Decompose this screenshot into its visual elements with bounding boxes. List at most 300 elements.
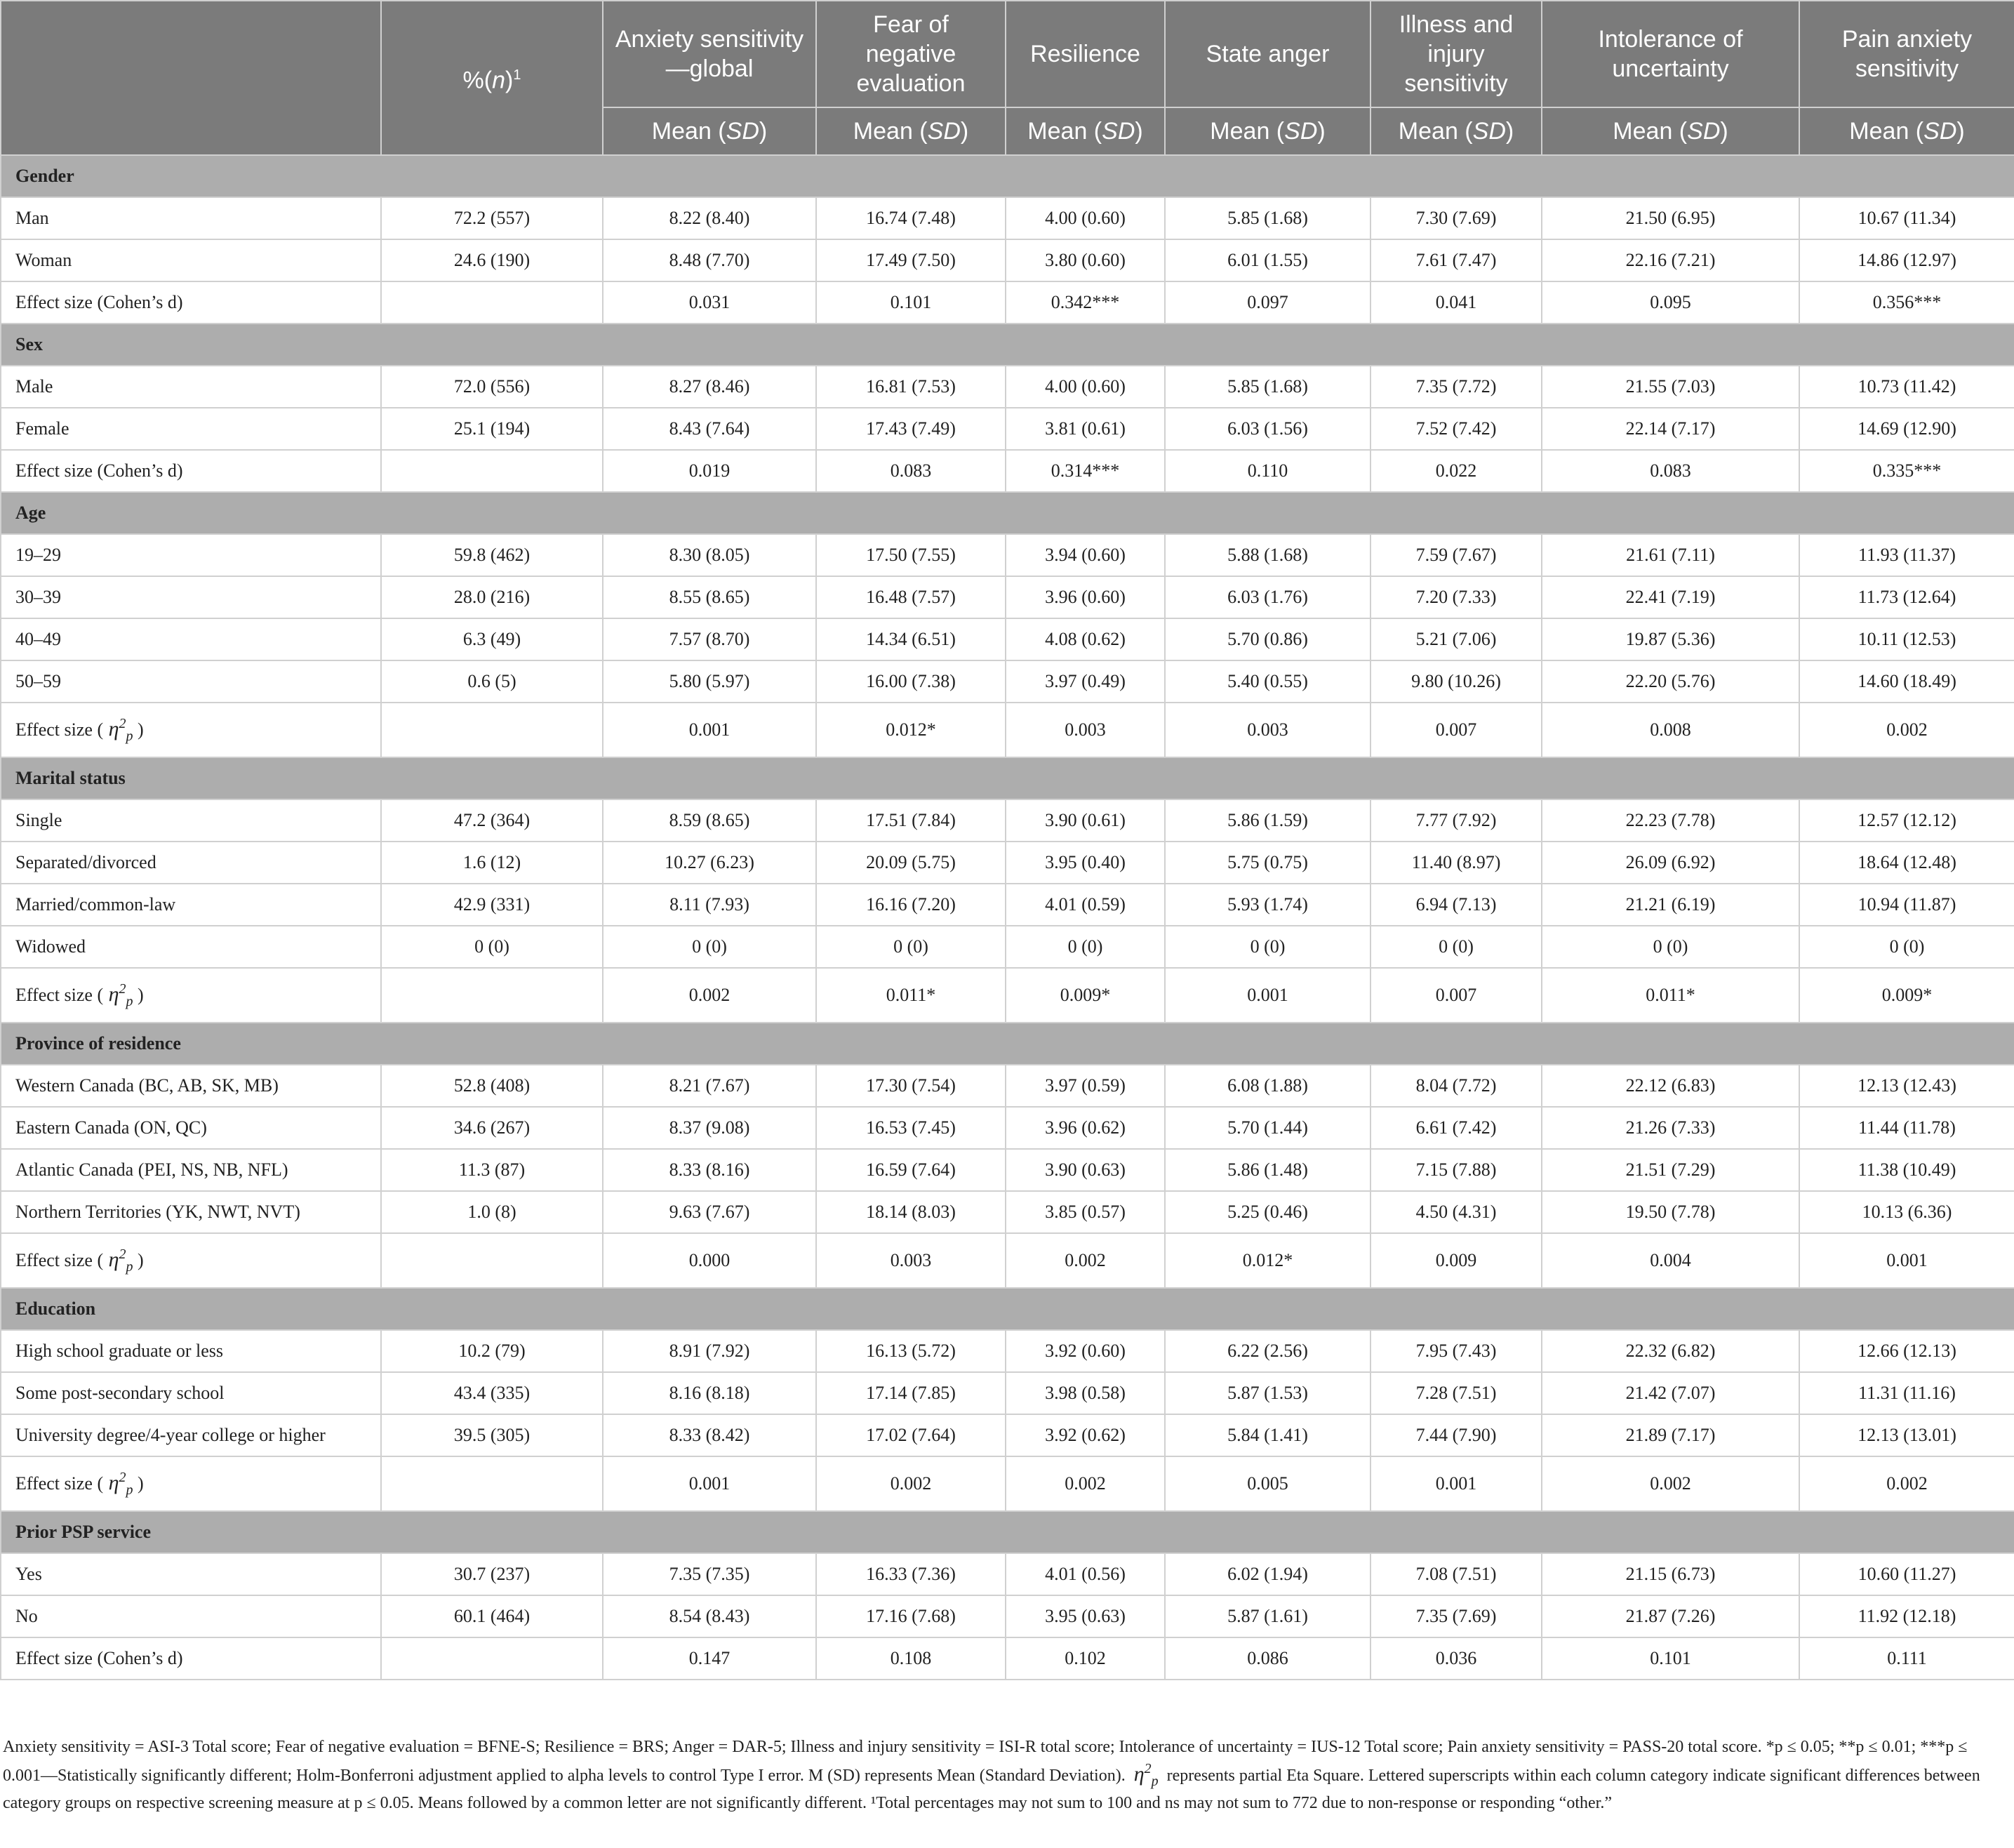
- cell-value: 7.08 (7.51): [1371, 1553, 1542, 1595]
- cell-value: 3.90 (0.63): [1006, 1149, 1165, 1191]
- cell-value: 0.342***: [1006, 281, 1165, 324]
- cell-n: [381, 450, 603, 492]
- cell-n: 30.7 (237): [381, 1553, 603, 1595]
- cell-value: 0.102: [1006, 1637, 1165, 1680]
- cell-value: 7.59 (7.67): [1371, 534, 1542, 576]
- cell-value: 0.002: [603, 968, 816, 1023]
- eta-symbol: $\eta^2_p$: [108, 980, 133, 1009]
- header-mean-sd: Mean (SD): [1165, 107, 1371, 155]
- cell-value: 0.005: [1165, 1456, 1371, 1511]
- cell-n: 1.6 (12): [381, 842, 603, 884]
- cell-value: 7.20 (7.33): [1371, 576, 1542, 618]
- section-title: Gender: [1, 155, 2014, 197]
- cell-value: 5.85 (1.68): [1165, 366, 1371, 408]
- cell-value: 10.60 (11.27): [1799, 1553, 2014, 1595]
- cell-value: 6.22 (2.56): [1165, 1330, 1371, 1372]
- row-label: Effect size ( $\eta^2_p$ ): [1, 1233, 381, 1288]
- cell-value: 3.92 (0.62): [1006, 1414, 1165, 1456]
- cell-n: 25.1 (194): [381, 408, 603, 450]
- cell-value: 5.80 (5.97): [603, 660, 816, 703]
- cell-value: 16.13 (5.72): [816, 1330, 1006, 1372]
- cell-value: 8.54 (8.43): [603, 1595, 816, 1637]
- cell-value: 5.87 (1.53): [1165, 1372, 1371, 1414]
- cell-value: 0.147: [603, 1637, 816, 1680]
- cell-value: 17.30 (7.54): [816, 1065, 1006, 1107]
- header-mean-sd: Mean (SD): [603, 107, 816, 155]
- cell-value: 5.70 (1.44): [1165, 1107, 1371, 1149]
- cell-value: 7.52 (7.42): [1371, 408, 1542, 450]
- table-row: [1, 534, 2014, 576]
- cell-value: 22.20 (5.76): [1542, 660, 1799, 703]
- cell-n: 72.2 (557): [381, 197, 603, 239]
- cell-n: 72.0 (556): [381, 366, 603, 408]
- cell-value: 22.12 (6.83): [1542, 1065, 1799, 1107]
- cell-value: 0.335***: [1799, 450, 2014, 492]
- cell-value: 8.22 (8.40): [603, 197, 816, 239]
- cell-value: 16.74 (7.48): [816, 197, 1006, 239]
- section-title: Education: [1, 1288, 2014, 1330]
- cell-value: 10.27 (6.23): [603, 842, 816, 884]
- table-row: [1, 366, 2014, 408]
- cell-value: 0 (0): [1799, 926, 2014, 968]
- cell-value: 14.60 (18.49): [1799, 660, 2014, 703]
- cell-value: 6.01 (1.55): [1165, 239, 1371, 281]
- cell-value: 17.02 (7.64): [816, 1414, 1006, 1456]
- row-label: No: [1, 1595, 381, 1637]
- header-intolerance-uncertainty: Intolerance of uncertainty: [1542, 1, 1799, 107]
- section-header-row: [1, 757, 2014, 799]
- cell-value: 0.002: [1006, 1456, 1165, 1511]
- table-body: [1, 155, 2014, 1680]
- cell-value: 16.59 (7.64): [816, 1149, 1006, 1191]
- row-label: Effect size ( $\eta^2_p$ ): [1, 1456, 381, 1511]
- cell-value: 4.00 (0.60): [1006, 366, 1165, 408]
- cell-n: 34.6 (267): [381, 1107, 603, 1149]
- cell-value: 21.26 (7.33): [1542, 1107, 1799, 1149]
- table-row: [1, 1595, 2014, 1637]
- eta-symbol: $\eta^2_p$: [108, 715, 133, 744]
- cell-value: 6.02 (1.94): [1165, 1553, 1371, 1595]
- cell-value: 7.35 (7.69): [1371, 1595, 1542, 1637]
- cell-n: 60.1 (464): [381, 1595, 603, 1637]
- cell-value: 3.97 (0.49): [1006, 660, 1165, 703]
- row-label: 50–59: [1, 660, 381, 703]
- row-label: High school graduate or less: [1, 1330, 381, 1372]
- cell-value: 12.13 (13.01): [1799, 1414, 2014, 1456]
- header-mean-sd: Mean (SD): [1006, 107, 1165, 155]
- cell-value: 19.87 (5.36): [1542, 618, 1799, 660]
- cell-value: 0.003: [1006, 703, 1165, 757]
- cell-value: 0.108: [816, 1637, 1006, 1680]
- cell-value: 8.43 (7.64): [603, 408, 816, 450]
- cell-value: 11.93 (11.37): [1799, 534, 2014, 576]
- cell-n: 59.8 (462): [381, 534, 603, 576]
- effect-size-row: [1, 1637, 2014, 1680]
- cell-value: 17.51 (7.84): [816, 799, 1006, 842]
- cell-value: 0 (0): [1006, 926, 1165, 968]
- cell-value: 3.95 (0.40): [1006, 842, 1165, 884]
- cell-value: 20.09 (5.75): [816, 842, 1006, 884]
- cell-value: 3.97 (0.59): [1006, 1065, 1165, 1107]
- cell-value: 21.89 (7.17): [1542, 1414, 1799, 1456]
- table-row: [1, 926, 2014, 968]
- footnote-part2: represents partial Eta Square. Lettered superscripts within each column category indicate significant differences between category groups on respective screening measure at p ≤ 0.05. Means followed by a common letter are not significantly different. ¹Total percentages may not sum to 100 and ns may not sum to 772 due to non-response or responding “other.”: [3, 1767, 1980, 1812]
- cell-value: 12.13 (12.43): [1799, 1065, 2014, 1107]
- cell-value: 12.66 (12.13): [1799, 1330, 2014, 1372]
- cell-value: 5.86 (1.48): [1165, 1149, 1371, 1191]
- cell-n: 11.3 (87): [381, 1149, 603, 1191]
- cell-n: 52.8 (408): [381, 1065, 603, 1107]
- table-row: [1, 660, 2014, 703]
- cell-value: 21.42 (7.07): [1542, 1372, 1799, 1414]
- cell-n: 10.2 (79): [381, 1330, 603, 1372]
- header-pain-anxiety: Pain anxiety sensitivity: [1799, 1, 2014, 107]
- row-label: Effect size (Cohen’s d): [1, 1637, 381, 1680]
- cell-value: 0.012*: [816, 703, 1006, 757]
- cell-value: 21.55 (7.03): [1542, 366, 1799, 408]
- cell-value: 8.37 (9.08): [603, 1107, 816, 1149]
- cell-n: 1.0 (8): [381, 1191, 603, 1233]
- cell-value: 6.94 (7.13): [1371, 884, 1542, 926]
- cell-value: 0.001: [603, 703, 816, 757]
- header-anxiety-sensitivity: Anxiety sensitivity—global: [603, 1, 816, 107]
- cell-value: 0.101: [816, 281, 1006, 324]
- cell-value: 4.01 (0.59): [1006, 884, 1165, 926]
- table-row: [1, 1414, 2014, 1456]
- cell-value: 3.85 (0.57): [1006, 1191, 1165, 1233]
- cell-value: 7.57 (8.70): [603, 618, 816, 660]
- cell-value: 7.61 (7.47): [1371, 239, 1542, 281]
- cell-value: 10.73 (11.42): [1799, 366, 2014, 408]
- cell-value: 21.21 (6.19): [1542, 884, 1799, 926]
- cell-value: 5.84 (1.41): [1165, 1414, 1371, 1456]
- row-label: Widowed: [1, 926, 381, 968]
- cell-value: 3.96 (0.60): [1006, 576, 1165, 618]
- cell-value: 11.44 (11.78): [1799, 1107, 2014, 1149]
- table-row: [1, 239, 2014, 281]
- cell-value: 0 (0): [1542, 926, 1799, 968]
- row-label: Effect size (Cohen’s d): [1, 281, 381, 324]
- cell-value: 5.86 (1.59): [1165, 799, 1371, 842]
- cell-n: 42.9 (331): [381, 884, 603, 926]
- cell-value: 0.003: [1165, 703, 1371, 757]
- cell-value: 22.14 (7.17): [1542, 408, 1799, 450]
- cell-value: 0.036: [1371, 1637, 1542, 1680]
- cell-value: 11.31 (11.16): [1799, 1372, 2014, 1414]
- header-mean-sd: Mean (SD): [1799, 107, 2014, 155]
- cell-n: [381, 968, 603, 1023]
- row-label: Eastern Canada (ON, QC): [1, 1107, 381, 1149]
- cell-value: 0.002: [1542, 1456, 1799, 1511]
- cell-value: 8.59 (8.65): [603, 799, 816, 842]
- effect-size-row: [1, 450, 2014, 492]
- cell-value: 9.63 (7.67): [603, 1191, 816, 1233]
- cell-value: 7.15 (7.88): [1371, 1149, 1542, 1191]
- cell-value: 9.80 (10.26): [1371, 660, 1542, 703]
- cell-value: 17.16 (7.68): [816, 1595, 1006, 1637]
- cell-value: 18.14 (8.03): [816, 1191, 1006, 1233]
- cell-value: 0.001: [1371, 1456, 1542, 1511]
- cell-value: 0.000: [603, 1233, 816, 1288]
- cell-value: 21.61 (7.11): [1542, 534, 1799, 576]
- cell-value: 16.33 (7.36): [816, 1553, 1006, 1595]
- cell-value: 8.11 (7.93): [603, 884, 816, 926]
- cell-value: 22.16 (7.21): [1542, 239, 1799, 281]
- row-label: Western Canada (BC, AB, SK, MB): [1, 1065, 381, 1107]
- table-row: [1, 1372, 2014, 1414]
- cell-value: 17.50 (7.55): [816, 534, 1006, 576]
- row-label: Atlantic Canada (PEI, NS, NB, NFL): [1, 1149, 381, 1191]
- row-label: Married/common-law: [1, 884, 381, 926]
- cell-value: 4.50 (4.31): [1371, 1191, 1542, 1233]
- row-label: Female: [1, 408, 381, 450]
- cell-value: 0.008: [1542, 703, 1799, 757]
- cell-value: 10.94 (11.87): [1799, 884, 2014, 926]
- cell-value: 0.007: [1371, 968, 1542, 1023]
- cell-value: 0.095: [1542, 281, 1799, 324]
- section-title: Sex: [1, 324, 2014, 366]
- cell-n: 0.6 (5): [381, 660, 603, 703]
- cell-value: 0.314***: [1006, 450, 1165, 492]
- cell-value: 22.32 (6.82): [1542, 1330, 1799, 1372]
- cell-value: 11.92 (12.18): [1799, 1595, 2014, 1637]
- cell-value: 0.001: [1165, 968, 1371, 1023]
- cell-value: 3.94 (0.60): [1006, 534, 1165, 576]
- cell-value: 0.007: [1371, 703, 1542, 757]
- cell-value: 19.50 (7.78): [1542, 1191, 1799, 1233]
- header-n: $\%(n)^1$: [381, 1, 603, 155]
- cell-value: 0.009: [1371, 1233, 1542, 1288]
- cell-value: 0.031: [603, 281, 816, 324]
- cell-value: 0.011*: [816, 968, 1006, 1023]
- cell-value: 0 (0): [816, 926, 1006, 968]
- cell-n: [381, 1233, 603, 1288]
- header-blank: [1, 1, 381, 155]
- cell-value: 8.21 (7.67): [603, 1065, 816, 1107]
- cell-value: 0.022: [1371, 450, 1542, 492]
- cell-value: 0.002: [1799, 703, 2014, 757]
- cell-value: 0 (0): [603, 926, 816, 968]
- cell-value: 7.30 (7.69): [1371, 197, 1542, 239]
- cell-value: 8.33 (8.16): [603, 1149, 816, 1191]
- row-label: Separated/divorced: [1, 842, 381, 884]
- table-row: [1, 1553, 2014, 1595]
- cell-value: 0.019: [603, 450, 816, 492]
- cell-value: 5.25 (0.46): [1165, 1191, 1371, 1233]
- cell-n: 0 (0): [381, 926, 603, 968]
- cell-value: 3.81 (0.61): [1006, 408, 1165, 450]
- table-row: [1, 1065, 2014, 1107]
- header-resilience: Resilience: [1006, 1, 1165, 107]
- cell-value: 7.44 (7.90): [1371, 1414, 1542, 1456]
- cell-value: 0.002: [816, 1456, 1006, 1511]
- section-title: Age: [1, 492, 2014, 534]
- cell-value: 22.41 (7.19): [1542, 576, 1799, 618]
- cell-value: 0.041: [1371, 281, 1542, 324]
- cell-value: 5.70 (0.86): [1165, 618, 1371, 660]
- cell-value: 7.77 (7.92): [1371, 799, 1542, 842]
- row-label: Effect size ( $\eta^2_p$ ): [1, 968, 381, 1023]
- cell-value: 7.35 (7.35): [603, 1553, 816, 1595]
- cell-value: 3.92 (0.60): [1006, 1330, 1165, 1372]
- cell-value: 7.35 (7.72): [1371, 366, 1542, 408]
- header-mean-sd: Mean (SD): [1542, 107, 1799, 155]
- cell-value: 5.40 (0.55): [1165, 660, 1371, 703]
- table-row: [1, 618, 2014, 660]
- eta-symbol: $\eta^2_p$: [1133, 1761, 1159, 1789]
- cell-value: 3.96 (0.62): [1006, 1107, 1165, 1149]
- cell-value: 21.87 (7.26): [1542, 1595, 1799, 1637]
- cell-value: 0.004: [1542, 1233, 1799, 1288]
- cell-n: [381, 281, 603, 324]
- row-label: Effect size ( $\eta^2_p$ ): [1, 703, 381, 757]
- cell-value: 8.55 (8.65): [603, 576, 816, 618]
- cell-value: 5.87 (1.61): [1165, 1595, 1371, 1637]
- table-row: [1, 408, 2014, 450]
- cell-value: 18.64 (12.48): [1799, 842, 2014, 884]
- table-row: [1, 842, 2014, 884]
- cell-value: 14.69 (12.90): [1799, 408, 2014, 450]
- table-footnote: [0, 1736, 2010, 1814]
- cell-value: 16.53 (7.45): [816, 1107, 1006, 1149]
- cell-value: 8.16 (8.18): [603, 1372, 816, 1414]
- cell-n: [381, 703, 603, 757]
- cell-value: 16.00 (7.38): [816, 660, 1006, 703]
- cell-value: 5.88 (1.68): [1165, 534, 1371, 576]
- cell-value: 0.083: [1542, 450, 1799, 492]
- cell-value: 11.38 (10.49): [1799, 1149, 2014, 1191]
- cell-value: 3.95 (0.63): [1006, 1595, 1165, 1637]
- cell-value: 16.81 (7.53): [816, 366, 1006, 408]
- header-mean-sd: Mean (SD): [816, 107, 1006, 155]
- section-title: Marital status: [1, 757, 2014, 799]
- cell-value: 14.86 (12.97): [1799, 239, 2014, 281]
- cell-value: 21.15 (6.73): [1542, 1553, 1799, 1595]
- cell-value: 8.91 (7.92): [603, 1330, 816, 1372]
- cell-value: 17.49 (7.50): [816, 239, 1006, 281]
- section-header-row: [1, 1288, 2014, 1330]
- header-state-anger: State anger: [1165, 1, 1371, 107]
- cell-value: 3.98 (0.58): [1006, 1372, 1165, 1414]
- cell-n: 28.0 (216): [381, 576, 603, 618]
- cell-value: 17.43 (7.49): [816, 408, 1006, 450]
- cell-value: 0.097: [1165, 281, 1371, 324]
- cell-value: 0 (0): [1371, 926, 1542, 968]
- row-label: Male: [1, 366, 381, 408]
- eta-symbol: $\eta^2_p$: [108, 1246, 133, 1275]
- table-row: [1, 884, 2014, 926]
- cell-value: 16.48 (7.57): [816, 576, 1006, 618]
- cell-value: 3.80 (0.60): [1006, 239, 1165, 281]
- cell-value: 14.34 (6.51): [816, 618, 1006, 660]
- table-row: [1, 1191, 2014, 1233]
- cell-n: 43.4 (335): [381, 1372, 603, 1414]
- row-label: 19–29: [1, 534, 381, 576]
- cell-value: 3.90 (0.61): [1006, 799, 1165, 842]
- cell-value: 6.08 (1.88): [1165, 1065, 1371, 1107]
- cell-n: 24.6 (190): [381, 239, 603, 281]
- row-label: Single: [1, 799, 381, 842]
- row-label: Woman: [1, 239, 381, 281]
- row-label: University degree/4-year college or higher: [1, 1414, 381, 1456]
- cell-value: 10.67 (11.34): [1799, 197, 2014, 239]
- cell-value: 8.27 (8.46): [603, 366, 816, 408]
- cell-value: 21.50 (6.95): [1542, 197, 1799, 239]
- cell-value: 16.16 (7.20): [816, 884, 1006, 926]
- cell-n: 47.2 (364): [381, 799, 603, 842]
- cell-value: 8.33 (8.42): [603, 1414, 816, 1456]
- table-row: [1, 1330, 2014, 1372]
- cell-value: 0.012*: [1165, 1233, 1371, 1288]
- cell-value: 0.002: [1799, 1456, 2014, 1511]
- section-header-row: [1, 1511, 2014, 1553]
- header-illness-injury: Illness and injury sensitivity: [1371, 1, 1542, 107]
- cell-value: 6.03 (1.56): [1165, 408, 1371, 450]
- cell-value: 4.00 (0.60): [1006, 197, 1165, 239]
- cell-value: 11.40 (8.97): [1371, 842, 1542, 884]
- table-row: [1, 799, 2014, 842]
- effect-size-row: [1, 703, 2014, 757]
- cell-value: 22.23 (7.78): [1542, 799, 1799, 842]
- cell-value: 0.002: [1006, 1233, 1165, 1288]
- cell-value: 7.28 (7.51): [1371, 1372, 1542, 1414]
- footnote-part1: Anxiety sensitivity = ASI-3 Total score; Fear of negative evaluation = BFNE-S; Resilience = BRS; Anger = DAR-5; Illness and injury sensitivity = ISI-R total score; Intolerance of uncertainty = IUS-12 Total score; Pain anxiety sensitivity = PASS-20 total score. *p ≤ 0.05; **p ≤ 0.01; ***p ≤ 0.001—Statistically significantly different; Holm-Bonferroni adjustment applied to alpha levels to control Type I error. M (SD) represents Mean (Standard Deviation).: [3, 1738, 1968, 1785]
- section-header-row: [1, 1023, 2014, 1065]
- cell-value: 0.001: [1799, 1233, 2014, 1288]
- cell-value: 17.14 (7.85): [816, 1372, 1006, 1414]
- cell-value: 6.61 (7.42): [1371, 1107, 1542, 1149]
- cell-value: 5.21 (7.06): [1371, 618, 1542, 660]
- cell-value: 8.30 (8.05): [603, 534, 816, 576]
- cell-value: 10.13 (6.36): [1799, 1191, 2014, 1233]
- cell-value: 0.001: [603, 1456, 816, 1511]
- section-header-row: [1, 492, 2014, 534]
- cell-n: 6.3 (49): [381, 618, 603, 660]
- cell-n: [381, 1637, 603, 1680]
- cell-value: 0.083: [816, 450, 1006, 492]
- cell-value: 0 (0): [1165, 926, 1371, 968]
- row-label: Man: [1, 197, 381, 239]
- section-header-row: [1, 324, 2014, 366]
- cell-value: 10.11 (12.53): [1799, 618, 2014, 660]
- table-row: [1, 197, 2014, 239]
- cell-value: 0.111: [1799, 1637, 2014, 1680]
- cell-value: 11.73 (12.64): [1799, 576, 2014, 618]
- table-row: [1, 576, 2014, 618]
- cell-n: 39.5 (305): [381, 1414, 603, 1456]
- cell-value: 6.03 (1.76): [1165, 576, 1371, 618]
- table-row: [1, 1107, 2014, 1149]
- effect-size-row: [1, 1233, 2014, 1288]
- cell-value: 0.086: [1165, 1637, 1371, 1680]
- cell-n: [381, 1456, 603, 1511]
- header-fear-negative-evaluation: Fear of negative evaluation: [816, 1, 1006, 107]
- cell-value: 4.08 (0.62): [1006, 618, 1165, 660]
- section-title: Prior PSP service: [1, 1511, 2014, 1553]
- row-label: 30–39: [1, 576, 381, 618]
- cell-value: 7.95 (7.43): [1371, 1330, 1542, 1372]
- row-label: 40–49: [1, 618, 381, 660]
- section-title: Province of residence: [1, 1023, 2014, 1065]
- section-header-row: [1, 155, 2014, 197]
- eta-symbol: $\eta^2_p$: [108, 1469, 133, 1498]
- effect-size-row: [1, 1456, 2014, 1511]
- cell-value: 0.003: [816, 1233, 1006, 1288]
- cell-value: 26.09 (6.92): [1542, 842, 1799, 884]
- row-label: Yes: [1, 1553, 381, 1595]
- row-label: Northern Territories (YK, NWT, NVT): [1, 1191, 381, 1233]
- cell-value: 0.101: [1542, 1637, 1799, 1680]
